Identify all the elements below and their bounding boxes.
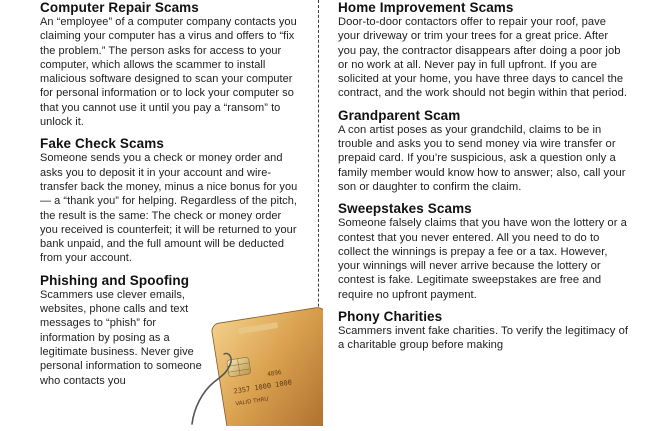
section-body: An “employee” of a computer company contacts you claiming your computer has a virus and offers to “fix the problem.” The person asks for access to your computer, which allows the scammer to install malicious software designed to scan your computer for personal information or to lock your computer so that you cannot use it until you pay a “ransom” to unlock it. bbox=[40, 16, 297, 129]
card-code-text: 4896 bbox=[266, 368, 283, 379]
section-body: Door-to-door contactors offer to repair your roof, pave your driveway or trim your trees for a great price. After you pay, the contractor disappears after doing a poor job or no work at all. Never pay in full upfront. If you are solicited at your home, you have three days to cancel the contract, and the work should not begin within that period. bbox=[338, 16, 628, 100]
section-body: Someone falsely claims that you have won the lottery or a contest that you never entered. All you need to do to collect the winnings is prepay a fee or a tax. However, your winnings will never arrive because the lottery or contest is fake. Legitimate sweepstakes are free and require no upfront payment. bbox=[338, 217, 627, 301]
section-heading: Home Improvement Scams bbox=[338, 0, 514, 15]
section-heading: Fake Check Scams bbox=[40, 136, 164, 152]
section-body: Someone sends you a check or money order and asks you to deposit it in your account and wire-transfer back the money, minus a nice bonus for you — a “thank you” for helping. Regardless of the pitch, the result is the same: The check or money order you received is counterfeit; it will be returned to your bank unpaid, and the full amount will be deducted from your account. bbox=[40, 152, 298, 265]
section-heading: Phony Charities bbox=[338, 309, 443, 325]
card-valid-text: VALID THRU bbox=[235, 396, 269, 408]
section-heading: Grandparent Scam bbox=[338, 107, 461, 123]
section-body: A con artist poses as your grandchild, claims to be in trouble and asks you to send money via wire transfer or prepaid card. If you’re suspicious, ask a question only a family member would know how to answer; also, call your son or daughter to confirm the claim. bbox=[338, 123, 626, 193]
section-body: Scammers use clever emails, websites, phone calls and text messages to “phish” for information by posing as a legitimate business. Never give personal information to someone who contacts you bbox=[40, 288, 202, 387]
section-heading: Sweepstakes Scams bbox=[338, 201, 472, 217]
section-grandparent-scam bbox=[338, 108, 628, 194]
section-home-improvement-scams bbox=[338, 0, 628, 101]
right-column bbox=[338, 0, 628, 360]
section-phony-charities bbox=[338, 309, 628, 353]
credit-card-on-fishhook-icon bbox=[188, 296, 323, 426]
card-number-text: 2357 1000 1000 bbox=[232, 378, 293, 396]
section-computer-repair-scams bbox=[40, 0, 302, 129]
section-heading: Phishing and Spoofing bbox=[40, 272, 190, 288]
section-sweepstakes-scams bbox=[338, 201, 628, 302]
section-heading: Computer Repair Scams bbox=[40, 0, 199, 15]
section-body: Scammers invent fake charities. To verify the legitimacy of a charitable group before making bbox=[338, 325, 628, 352]
section-fake-check-scams bbox=[40, 136, 302, 265]
